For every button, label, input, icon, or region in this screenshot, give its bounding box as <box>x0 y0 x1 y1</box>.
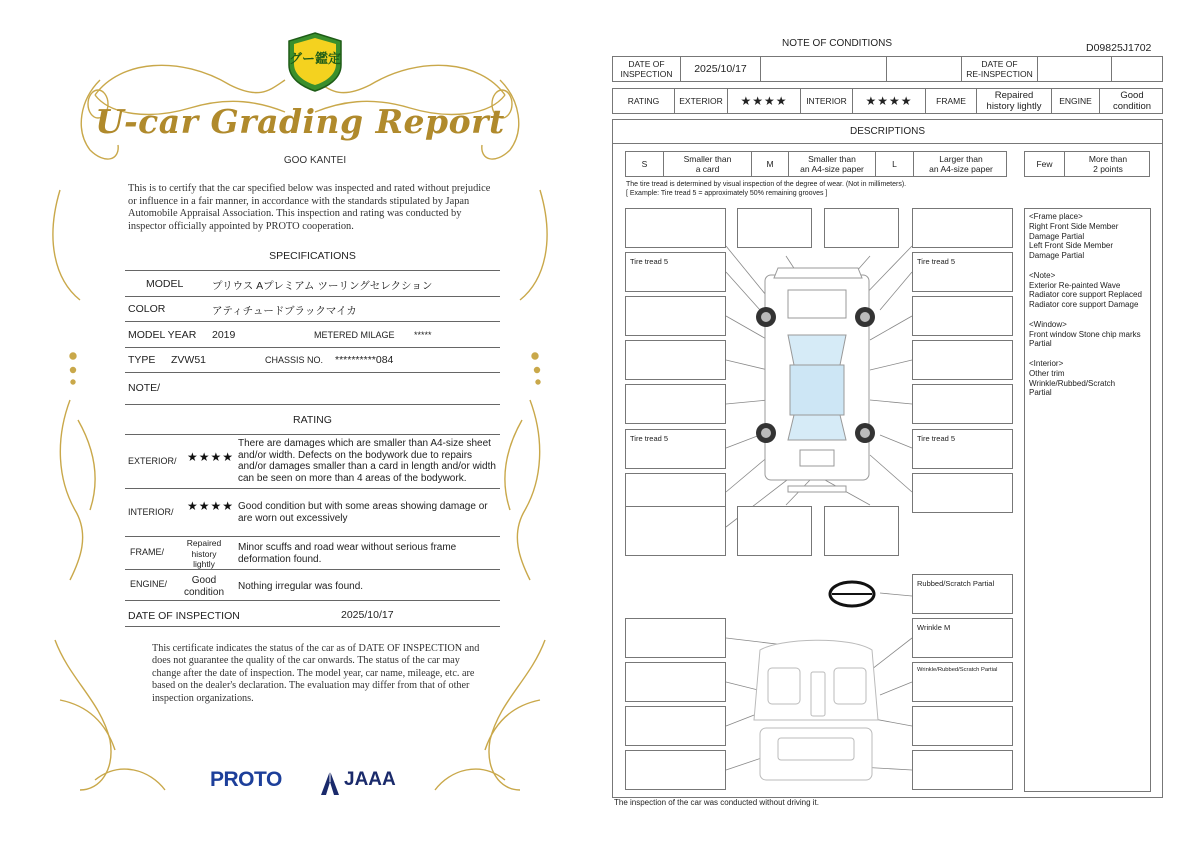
tire-tread-label: Tire tread 5 <box>917 434 956 443</box>
specifications-heading: SPECIFICATIONS <box>269 250 356 262</box>
description-line: Right Front Side Member <box>1029 221 1119 231</box>
jaaa-logo-icon <box>320 770 340 796</box>
divider <box>125 296 500 297</box>
logos <box>210 768 410 802</box>
engine-value-line: condition <box>1112 101 1152 112</box>
note-label: NOTE/ <box>128 382 161 394</box>
description-line: Front window Stone chip marks <box>1029 329 1141 339</box>
frame-rating-line: lightly <box>193 559 215 569</box>
engine-label: ENGINE/ <box>130 579 168 589</box>
inspection-footnote: The inspection of the car was conducted without driving it. <box>614 798 819 807</box>
legend-line: an A4-size paper <box>929 164 993 174</box>
exterior-stars: ★★★★ <box>187 450 235 464</box>
description-line: Wrinkle/Rubbed/Scratch <box>1029 378 1116 388</box>
legend-s: S <box>626 152 664 176</box>
frame-value-line: Repaired <box>994 90 1034 101</box>
divider <box>125 536 500 537</box>
color-label: COLOR <box>128 303 166 315</box>
engine-label: ENGINE <box>1052 89 1100 113</box>
steering-note-box <box>912 574 1013 614</box>
interior-note-box <box>912 618 1013 658</box>
description-line: Damage Partial <box>1029 231 1085 241</box>
divider <box>125 372 500 373</box>
exterior-label: EXTERIOR/ <box>128 456 177 466</box>
label-line: INSPECTION <box>620 69 673 79</box>
damage-note-box <box>625 340 726 380</box>
goo-kantei-badge-icon <box>287 31 343 93</box>
empty-cell <box>1112 57 1164 81</box>
frame-rating-line: history <box>191 548 217 559</box>
rating-heading: RATING <box>293 414 332 426</box>
frame-value <box>977 89 1052 113</box>
divider <box>125 321 500 322</box>
type-value: ZVW51 <box>171 354 207 366</box>
description-line: Partial <box>1029 339 1052 349</box>
rating-row <box>612 88 1163 114</box>
label-line: RE-INSPECTION <box>966 69 1033 79</box>
description-line: <Interior> <box>1029 358 1064 368</box>
interior-stars: ★★★★ <box>853 89 926 113</box>
tire-tread-label: Tire tread 5 <box>630 257 669 266</box>
date-row <box>612 56 1163 82</box>
description-line: <Note> <box>1029 270 1056 280</box>
damage-size-legend <box>625 151 1007 177</box>
model-year-value: 2019 <box>212 329 236 341</box>
damage-note-box <box>912 208 1013 248</box>
divider <box>125 488 500 489</box>
engine-rating-line: Good <box>191 575 217 586</box>
badge-text: グー鑑定 <box>288 52 342 67</box>
interior-note-box <box>912 662 1013 702</box>
frame-value-line: history lightly <box>986 101 1042 112</box>
rating-label: RATING <box>613 89 675 113</box>
interior-label: INTERIOR/ <box>128 507 174 517</box>
description-line: Left Front Side Member <box>1029 241 1114 251</box>
chassis-label: CHASSIS NO. <box>265 355 324 365</box>
metered-milage-value: ***** <box>414 330 432 340</box>
interior-description: Good condition but with some areas showing damage or are worn out excessively <box>238 501 488 524</box>
empty-cell <box>761 57 887 81</box>
damage-note-box <box>912 340 1013 380</box>
certificate-disclaimer: This certificate indicates the status of the car as of DATE OF INSPECTION and does not guarantee the quality of the car onwards. The status of the car may change after the date of inspection. The model year, car name, mileage, etc. are based on the dealer's declaration. The evaluation may differ from that of other inspection organizations. <box>152 643 480 704</box>
exterior-stars: ★★★★ <box>728 89 801 113</box>
tire-front-right-box <box>912 252 1013 292</box>
interior-stars: ★★★★ <box>187 499 235 513</box>
divider <box>125 404 500 405</box>
divider <box>125 569 500 570</box>
legend-l: L <box>876 152 914 176</box>
damage-note-box <box>912 473 1013 513</box>
damage-note-box <box>625 296 726 336</box>
legend-line: a card <box>695 164 720 174</box>
interior-note-box <box>625 618 726 658</box>
tire-note-line: The tire tread is determined by visual inspection of the degree of wear. (Not in millimeters). <box>626 181 907 188</box>
jaaa-logo: JAAA <box>344 769 396 790</box>
model-label: MODEL <box>146 278 184 290</box>
descriptions-heading: DESCRIPTIONS <box>613 120 1162 144</box>
tire-tread-label: Tire tread 5 <box>917 257 956 266</box>
sheet-title: NOTE OF CONDITIONS <box>782 38 892 49</box>
legend-line: Smaller than <box>683 154 732 164</box>
exterior-label: EXTERIOR <box>675 89 728 113</box>
tire-tread-note <box>626 180 906 198</box>
exterior-description: There are damages which are smaller than A4-size sheet and/or width. Defects on the bodywork due to repairs and/or damages smaller than a card in length and/or width can be seen on more than 4 areas of the bodywork. <box>238 438 496 484</box>
tire-rear-right-box <box>912 429 1013 469</box>
spacer <box>1025 310 1150 320</box>
frame-rating <box>176 538 232 570</box>
empty-cell <box>887 57 962 81</box>
interior-note-box <box>625 706 726 746</box>
spacer <box>1025 349 1150 359</box>
frame-label: FRAME/ <box>130 547 165 557</box>
tire-note-line: [ Example: Tire tread 5 = approximately 50% remaining grooves ] <box>626 190 828 197</box>
divider <box>125 270 500 271</box>
reinspection-value <box>1038 57 1112 81</box>
engine-value-line: Good <box>1120 90 1144 101</box>
legend-line: 2 points <box>1093 164 1123 174</box>
engine-rating-line: condition <box>183 587 225 598</box>
engine-description: Nothing irregular was found. <box>238 581 364 592</box>
count-legend <box>1024 151 1150 177</box>
spacer <box>1025 261 1150 271</box>
interior-note-box <box>912 750 1013 790</box>
report-title: U-car Grading Report <box>95 102 505 141</box>
legend-line: Smaller than <box>808 154 856 164</box>
model-year-label: MODEL YEAR <box>128 329 197 341</box>
engine-value <box>1100 89 1164 113</box>
divider <box>125 626 500 627</box>
legend-few: Few <box>1025 152 1065 176</box>
damage-note-box <box>824 208 899 248</box>
date-of-inspection-value: 2025/10/17 <box>341 609 394 621</box>
color-value: アティチュードブラックマイカ <box>212 305 357 317</box>
damage-note-box <box>912 384 1013 424</box>
legend-few-desc <box>1065 152 1151 176</box>
legend-s-desc <box>664 152 752 176</box>
interior-note-box <box>912 706 1013 746</box>
report-subtitle: GOO KANTEI <box>283 155 347 166</box>
legend-l-desc <box>914 152 1008 176</box>
description-line: Radiator core support Damage <box>1029 300 1139 310</box>
engine-rating <box>176 575 232 599</box>
damage-note-box <box>824 506 899 556</box>
legend-m-desc <box>789 152 876 176</box>
descriptions-list <box>1024 208 1151 792</box>
legend-line: an A4-size paper <box>800 164 864 174</box>
divider <box>125 347 500 348</box>
tire-front-left-box <box>625 252 726 292</box>
description-line: <Frame place> <box>1029 212 1083 221</box>
interior-note-box <box>625 750 726 790</box>
interior-note-label: Wrinkle/Rubbed/Scratch Partial <box>917 667 998 673</box>
frame-label: FRAME <box>926 89 977 113</box>
date-of-inspection-label: DATE OF INSPECTION <box>128 610 240 622</box>
type-label: TYPE <box>128 354 156 366</box>
interior-note-box <box>625 662 726 702</box>
tire-rear-left-box <box>625 429 726 469</box>
legend-line: Larger than <box>939 154 983 164</box>
description-line: Radiator core support Replaced <box>1029 290 1142 300</box>
label-line: DATE OF <box>981 59 1018 69</box>
damage-note-box <box>625 384 726 424</box>
reinspection-label <box>962 57 1038 81</box>
frame-description: Minor scuffs and road wear without serious frame deformation found. <box>238 542 457 565</box>
interior-label: INTERIOR <box>801 89 853 113</box>
steering-note-label: Rubbed/Scratch Partial <box>917 579 995 588</box>
label-line: DATE OF <box>628 59 665 69</box>
description-line: Exterior Re-painted Wave <box>1029 280 1121 290</box>
damage-note-box <box>737 506 812 556</box>
date-of-inspection-label <box>613 57 681 81</box>
date-of-inspection-value: 2025/10/17 <box>681 57 761 81</box>
certification-statement: This is to certify that the car specified below was inspected and rated without prejudice or influence in a fair manner, in accordance with the standards stipulated by Japan Automobile Appraisal Association. This inspection and rating was conducted by inspector officially appointed by PROTO cooperation. <box>128 183 491 232</box>
legend-m: M <box>752 152 789 176</box>
frame-rating-line: Repaired <box>186 538 222 548</box>
document-id: D09825J1702 <box>1086 42 1152 54</box>
description-line: Damage Partial <box>1029 251 1085 261</box>
damage-note-box <box>625 506 726 556</box>
note-of-conditions-sheet <box>600 0 1200 848</box>
damage-note-box <box>625 208 726 248</box>
metered-milage-label: METERED MILAGE <box>314 330 395 340</box>
description-line: Other trim <box>1029 368 1065 378</box>
divider <box>125 434 500 435</box>
legend-line: More than <box>1088 154 1128 164</box>
model-value: プリウス Aプレミアム ツーリングセレクション <box>212 280 433 292</box>
description-line: Partial <box>1029 388 1052 398</box>
divider <box>125 600 500 601</box>
proto-logo: PROTO <box>210 768 282 791</box>
damage-note-box <box>737 208 812 248</box>
description-line: <Window> <box>1029 319 1067 329</box>
tire-tread-label: Tire tread 5 <box>630 434 669 443</box>
interior-note-label: Wrinkle M <box>917 623 951 632</box>
damage-note-box <box>912 296 1013 336</box>
chassis-value: **********084 <box>335 354 394 366</box>
